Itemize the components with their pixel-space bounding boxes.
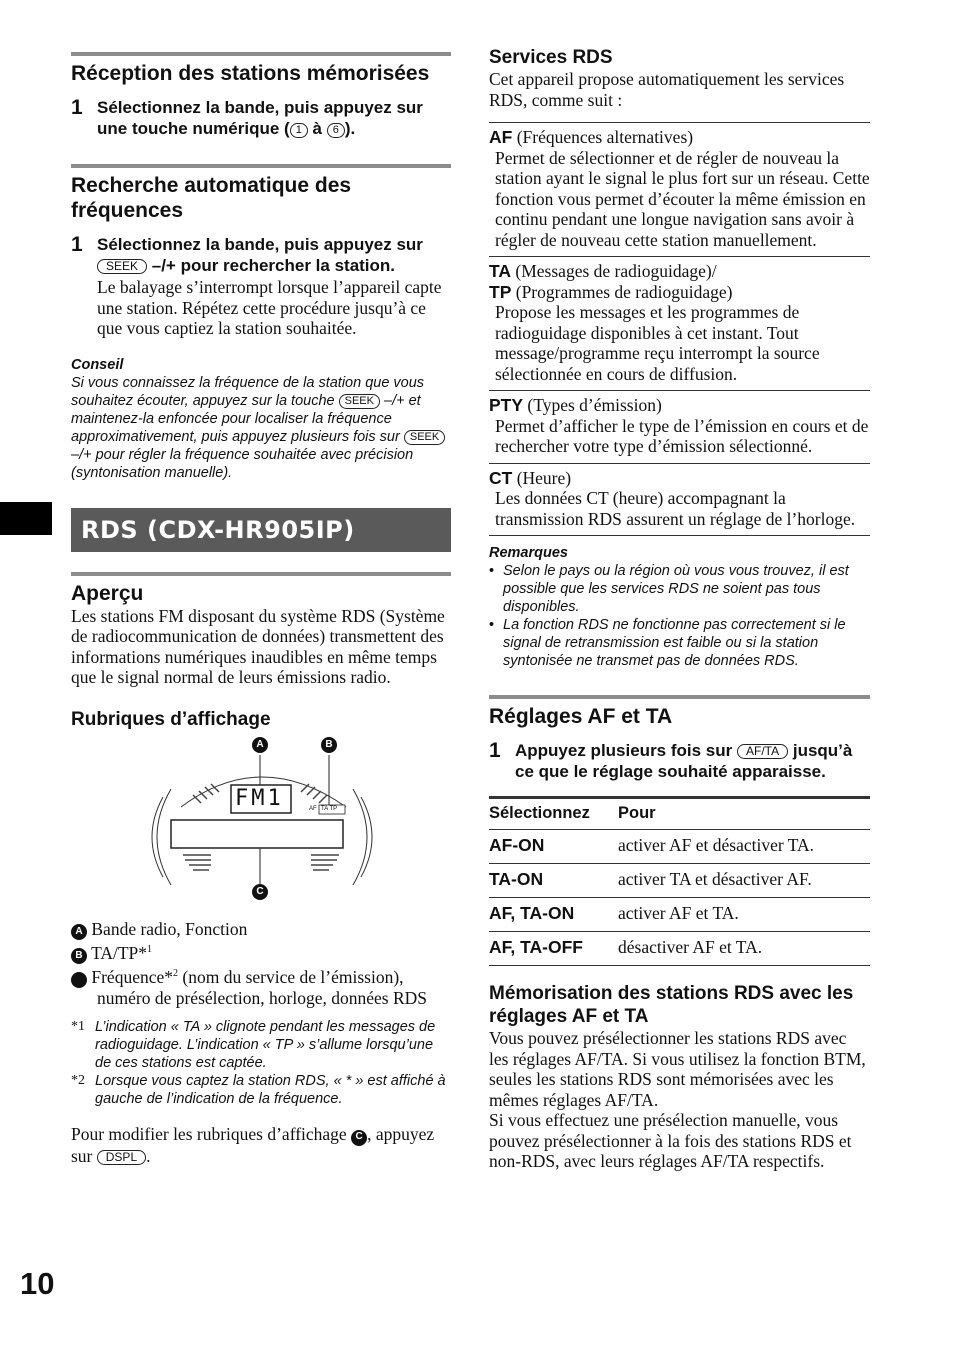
- af-ta-button: AF/TA: [737, 744, 788, 759]
- column-header: Sélectionnez: [489, 798, 618, 830]
- table-row: TA-ON activer TA et désactiver AF.: [489, 864, 870, 898]
- service-ct: CT (Heure) Les données CT (heure) accompagnant la transmission RDS assurent un réglage de l’horloge.: [489, 464, 870, 537]
- reception-step-text: Sélectionnez la bande, puis appuyez sur une touche numérique ( 1 à 6 ).: [97, 98, 423, 138]
- legend-item-b: B TA/TP*$^1$: [71, 940, 451, 964]
- callout-c-marker: C: [252, 884, 268, 900]
- callout-b-marker: B: [321, 737, 337, 753]
- reglages-step-text: Appuyez plusieurs fois sur AF/TA jusqu’à ce que le réglage souhaité apparaisse.: [515, 741, 853, 781]
- table-header-row: [489, 798, 870, 830]
- seek-button: SEEK: [404, 430, 445, 445]
- preset-6-button: 6: [327, 123, 345, 138]
- modify-display-text: Pour modifier les rubriques d’affichage C , appuyez sur DSPL .: [71, 1124, 435, 1166]
- band-display-text: FM1: [235, 785, 284, 811]
- services-list: [489, 122, 870, 536]
- service-ta-tp: TA (Messages de radioguidage)/ TP (Programmes de radioguidage) Propose les messages et les programmes de radioguidage disponibles à cet instant. Tout message/programme reçu interrompt la source sélectionnée en cours de diffusion.: [489, 257, 870, 391]
- recherche-step-text: Sélectionnez la bande, puis appuyez sur SEEK –/+ pour rechercher la station.: [97, 235, 423, 275]
- step-number: 1: [71, 233, 83, 256]
- dspl-button: DSPL: [97, 1150, 146, 1165]
- callout-c-marker: C: [351, 1130, 367, 1146]
- left-column: [53, 52, 451, 1166]
- section-tab-marker: [0, 502, 52, 535]
- memorisation-heading: Mémorisation des stations RDS avec les réglages AF et TA: [489, 983, 854, 1027]
- recherche-body: Le balayage s’interrompt lorsque l’appareil capte une station. Répétez cette procédure jusqu’à ce que vous captiez la station souhaitée.: [97, 277, 442, 338]
- rds-chapter-banner: RDS (CDX-HR905IP): [71, 508, 451, 552]
- display-figure: [71, 737, 451, 917]
- remarques-title: Remarques: [489, 545, 568, 561]
- memorisation-body-2: Si vous effectuez une présélection manuelle, vous pouvez présélectionner à la fois des stations RDS et non-RDS, avec leurs réglages AF/TA respectifs.: [489, 1110, 852, 1171]
- af-ta-table: [489, 796, 870, 966]
- callout-a-marker: A: [252, 737, 268, 753]
- apercu-body: Les stations FM disposant du système RDS (Système de radiocommunication de données) transmettent des informations numériques inaudibles en même temps que le signal normal de leurs émissions radio.: [71, 605, 445, 687]
- conseil-title: Conseil: [71, 356, 124, 373]
- step-number: 1: [489, 739, 501, 762]
- af-indicator: AF: [309, 805, 317, 812]
- reglages-heading: Réglages AF et TA: [489, 705, 673, 728]
- section-rule: [71, 164, 451, 168]
- section-rule: [71, 572, 451, 576]
- memorisation-body-1: Vous pouvez présélectionner les stations RDS avec les réglages AF/TA. Si vous utilisez la fonction BTM, seules les stations RDS sont mémorisées avec les mêmes réglages AF/TA.: [489, 1028, 866, 1110]
- services-heading: Services RDS: [489, 47, 613, 68]
- service-pty: PTY (Types d’émission) Permet d’afficher le type de l’émission en cours et de rechercher votre type d’émission sélectionné.: [489, 391, 870, 464]
- footnote-2: *2 Lorsque vous captez la station RDS, « * » est affiché à gauche de l’indication de la fréquence.: [71, 1073, 446, 1108]
- seek-button: SEEK: [339, 394, 380, 409]
- legend-item-c: C Fréquence*$^2$ (nom du service de l’émission), numéro de présélection, horloge, données RDS: [53, 966, 427, 1008]
- conseil-box: [71, 356, 451, 482]
- legend-item-a: A Bande radio, Fonction: [71, 919, 451, 940]
- rubriques-heading: Rubriques d’affichage: [71, 708, 271, 730]
- recherche-step: [71, 235, 451, 339]
- reception-step: [71, 98, 451, 139]
- callout-legend: [53, 918, 451, 1009]
- conseil-text: Si vous connaissez la fréquence de la station que vous souhaitez écouter, appuyez sur la touche SEEK –/+ et maintenez-la enfoncée pour localiser la fréquence approximativement, puis appuyez plusieurs fois sur SEEK –/+ pour régler la fréquence souhaitée avec précision (syntonisation manuelle).: [71, 374, 451, 482]
- services-intro: Cet appareil propose automatiquement les services RDS, comme suit :: [489, 69, 845, 110]
- table-row: AF-ON activer AF et désactiver TA.: [489, 830, 870, 864]
- reception-heading: Réception des stations mémorisées: [71, 62, 430, 85]
- table-row: AF, TA-OFF désactiver AF et TA.: [489, 932, 870, 966]
- remarques-box: [489, 544, 870, 670]
- right-column: [489, 46, 870, 1172]
- apercu-heading: Aperçu: [71, 581, 144, 605]
- footnote-1: *1 L’indication « TA » clignote pendant les messages de radioguidage. L’indication « TP » s’allume lorsqu’une de ces stations est captée.: [71, 1019, 436, 1072]
- column-header: Pour: [618, 798, 870, 830]
- footnotes: [71, 1018, 451, 1108]
- remarque-item: • Selon le pays ou la région où vous vous trouvez, il est possible que les services RDS ne soient pas tous disponibles.: [489, 563, 849, 615]
- page-number: 10: [20, 1266, 55, 1301]
- seek-button: SEEK: [97, 259, 147, 274]
- table-row: AF, TA-ON activer AF et TA.: [489, 898, 870, 932]
- section-rule: [71, 52, 451, 56]
- recherche-heading: Recherche automatique des fréquences: [71, 174, 352, 222]
- reglages-step: [489, 741, 870, 782]
- preset-1-button: 1: [290, 123, 308, 138]
- remarque-item: • La fonction RDS ne fonctionne pas correctement si le signal de retransmission est faible ou si la station syntonisée ne transmet pas de données RDS.: [489, 617, 846, 669]
- service-af: AF (Fréquences alternatives) Permet de sélectionner et de régler de nouveau la station ayant le signal le plus fort sur un réseau. Cette fonction vous permet d’écouter la même émission en continu pendant une longue navigation sans avoir à régler de nouveau cette station manuellement.: [489, 123, 870, 257]
- ta-tp-indicator: TA TP: [321, 805, 338, 812]
- step-number: 1: [71, 96, 83, 119]
- section-rule: [489, 695, 870, 699]
